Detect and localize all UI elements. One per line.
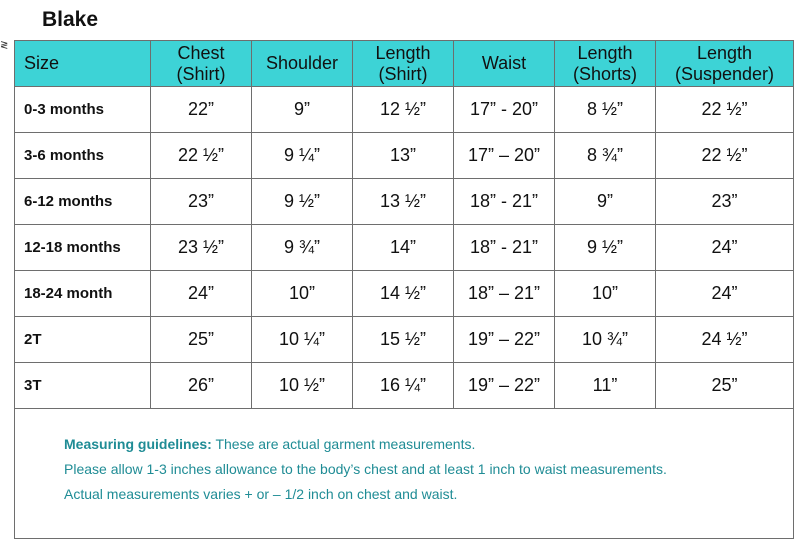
guideline-line-3: Actual measurements varies + or – 1/2 inch on chest and waist. bbox=[64, 486, 458, 502]
measurement-cell: 22” bbox=[151, 87, 252, 133]
measurement-cell: 9 ½” bbox=[252, 179, 353, 225]
size-cell: 18-24 month bbox=[15, 271, 151, 317]
measurement-cell: 19” – 22” bbox=[454, 317, 555, 363]
measurement-cell: 22 ½” bbox=[151, 133, 252, 179]
table-row bbox=[15, 179, 794, 225]
measurement-cell: 25” bbox=[656, 363, 794, 409]
column-header bbox=[151, 41, 252, 87]
measurement-cell: 10 ¼” bbox=[252, 317, 353, 363]
measurement-cell: 9 ¾” bbox=[252, 225, 353, 271]
measurement-cell: 24 ½” bbox=[656, 317, 794, 363]
measurement-cell: 12 ½” bbox=[353, 87, 454, 133]
corner-arrow-icon: ≷ bbox=[0, 40, 9, 51]
table-row bbox=[15, 133, 794, 179]
measurement-cell: 24” bbox=[656, 271, 794, 317]
column-header bbox=[656, 41, 794, 87]
measurement-cell: 22 ½” bbox=[656, 87, 794, 133]
column-header-line1: Length bbox=[696, 42, 753, 63]
table-row bbox=[15, 363, 794, 409]
table-row bbox=[15, 271, 794, 317]
measurement-cell: 11” bbox=[555, 363, 656, 409]
size-cell: 3T bbox=[15, 363, 151, 409]
measurement-cell: 10” bbox=[555, 271, 656, 317]
size-cell: 0-3 months bbox=[15, 87, 151, 133]
measurement-cell: 23” bbox=[656, 179, 794, 225]
table-row bbox=[15, 225, 794, 271]
table-row bbox=[15, 317, 794, 363]
column-header-line1: Chest bbox=[177, 42, 225, 63]
size-cell: 12-18 months bbox=[15, 225, 151, 271]
measurement-cell: 24” bbox=[656, 225, 794, 271]
measurement-cell: 18” – 21” bbox=[454, 271, 555, 317]
measurement-cell: 17” – 20” bbox=[454, 133, 555, 179]
measurement-cell: 9” bbox=[555, 179, 656, 225]
measurement-cell: 18” - 21” bbox=[454, 225, 555, 271]
column-header bbox=[454, 41, 555, 87]
column-header bbox=[555, 41, 656, 87]
guideline-line-1 bbox=[64, 432, 793, 457]
column-header-line1: Length bbox=[375, 42, 431, 63]
size-chart-table bbox=[14, 40, 794, 539]
column-header-line1: Length bbox=[577, 42, 633, 63]
measuring-guidelines bbox=[15, 409, 794, 539]
measurement-cell: 13” bbox=[353, 133, 454, 179]
measurement-cell: 9 ¼” bbox=[252, 133, 353, 179]
measurement-cell: 25” bbox=[151, 317, 252, 363]
column-header-line2: (Shorts) bbox=[572, 63, 637, 84]
measurement-cell: 10 ¾” bbox=[555, 317, 656, 363]
measurement-cell: 15 ½” bbox=[353, 317, 454, 363]
column-header-line1: Size bbox=[24, 53, 60, 73]
measurement-cell: 14 ½” bbox=[353, 271, 454, 317]
measurement-cell: 22 ½” bbox=[656, 133, 794, 179]
page-title: Blake bbox=[42, 8, 99, 31]
size-cell: 2T bbox=[15, 317, 151, 363]
notes-row bbox=[15, 409, 794, 539]
measurement-cell: 14” bbox=[353, 225, 454, 271]
column-header bbox=[353, 41, 454, 87]
measurement-cell: 23” bbox=[151, 179, 252, 225]
size-cell: 3-6 months bbox=[15, 133, 151, 179]
column-header-line1: Shoulder bbox=[265, 53, 339, 73]
column-header-line2: (Shirt) bbox=[176, 63, 226, 84]
measurement-cell: 9 ½” bbox=[555, 225, 656, 271]
table-body bbox=[15, 87, 794, 409]
measurement-cell: 16 ¼” bbox=[353, 363, 454, 409]
guideline-label: Measuring guidelines: bbox=[64, 436, 212, 452]
measurement-cell: 13 ½” bbox=[353, 179, 454, 225]
measurement-cell: 10 ½” bbox=[252, 363, 353, 409]
measurement-cell: 23 ½” bbox=[151, 225, 252, 271]
measurement-cell: 26” bbox=[151, 363, 252, 409]
measurement-cell: 24” bbox=[151, 271, 252, 317]
measurement-cell: 18” - 21” bbox=[454, 179, 555, 225]
guideline-text-1: These are actual garment measurements. bbox=[215, 436, 476, 452]
guideline-line-2: Please allow 1-3 inches allowance to the body’s chest and at least 1 inch to waist measurements. bbox=[64, 461, 667, 477]
measurement-cell: 17” - 20” bbox=[454, 87, 555, 133]
column-header bbox=[252, 41, 353, 87]
table-row bbox=[15, 87, 794, 133]
measurement-cell: 8 ½” bbox=[555, 87, 656, 133]
column-header-line1: Waist bbox=[481, 53, 527, 73]
size-cell: 6-12 months bbox=[15, 179, 151, 225]
measurement-cell: 9” bbox=[252, 87, 353, 133]
measurement-cell: 8 ¾” bbox=[555, 133, 656, 179]
column-header-line2: (Suspender) bbox=[674, 63, 775, 84]
column-header-line2: (Shirt) bbox=[378, 63, 428, 84]
column-header bbox=[15, 41, 151, 87]
measurement-cell: 10” bbox=[252, 271, 353, 317]
measurement-cell: 19” – 22” bbox=[454, 363, 555, 409]
table-header-row bbox=[15, 41, 794, 87]
